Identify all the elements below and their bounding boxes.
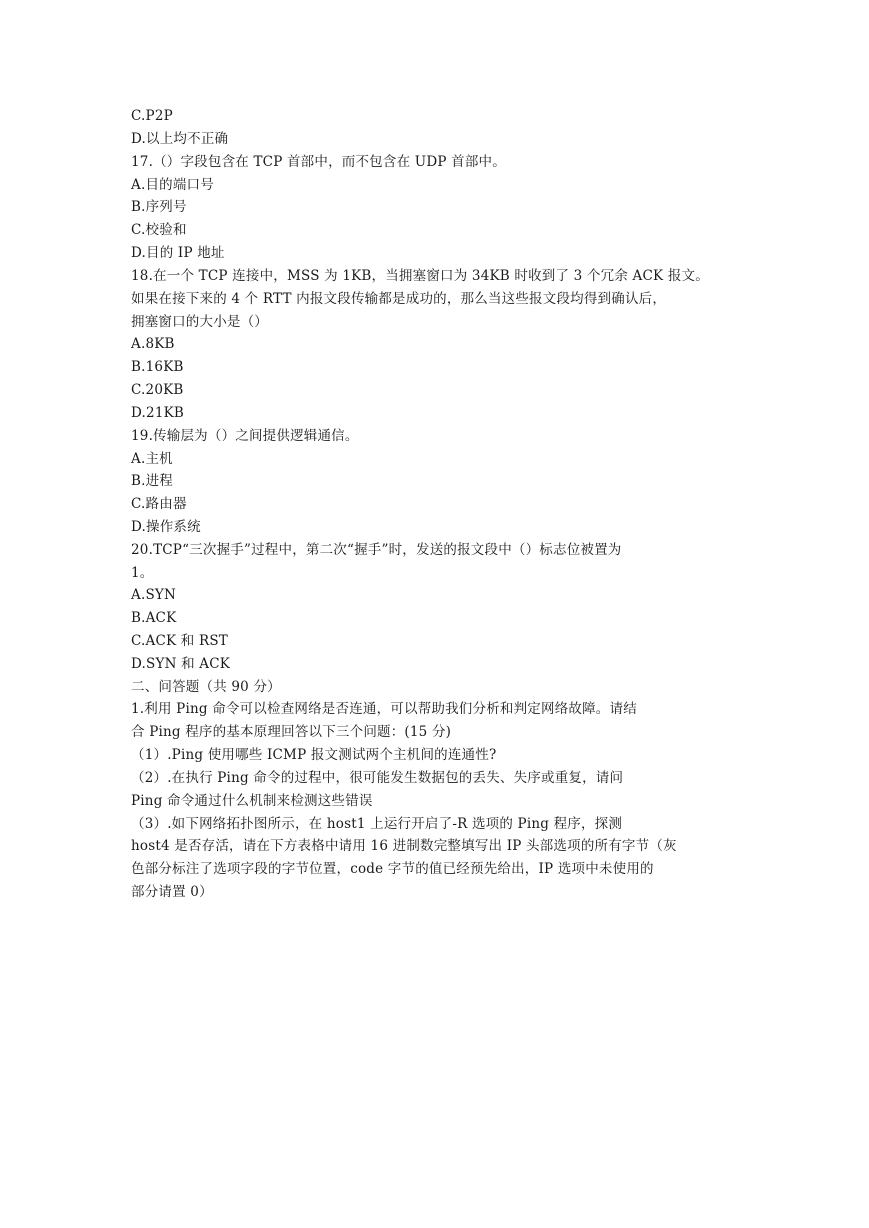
text-line: 合 Ping 程序的基本原理回答以下三个问题：(15 分) bbox=[131, 724, 452, 740]
text-line: （2）.在执行 Ping 命令的过程中，很可能发生数据包的丢失、失序或重复，请问 bbox=[131, 770, 624, 786]
text-line: B.序列号 bbox=[131, 199, 187, 215]
text-line: 如果在接下来的 4 个 RTT 内报文段传输都是成功的，那么当这些报文段均得到确认后， bbox=[131, 291, 667, 307]
text-line: A.目的端口号 bbox=[131, 177, 214, 193]
question-18: 18.在一个 TCP 连接中，MSS 为 1KB，当拥塞窗口为 34KB 时收到了 3 个冗余 ACK 报文。 bbox=[131, 268, 709, 284]
text-line: B.ACK bbox=[131, 610, 177, 626]
text-line: 拥塞窗口的大小是（） bbox=[131, 314, 268, 330]
text-line: D.21KB bbox=[131, 405, 185, 421]
text-line: （3）.如下网络拓扑图所示，在 host1 上运行开启了-R 选项的 Ping 程序，探测 bbox=[131, 816, 623, 832]
text-line: host4 是否存活，请在下方表格中请用 16 进制数完整填写出 IP 头部选项的所有字节（灰 bbox=[131, 838, 677, 854]
text-line: C.路由器 bbox=[131, 496, 187, 512]
text-line: A.SYN bbox=[131, 587, 177, 603]
text-line: D.以上均不正确 bbox=[131, 131, 229, 147]
text-line: 1。 bbox=[131, 565, 154, 581]
section-heading: 二、问答题（共 90 分） bbox=[131, 679, 281, 695]
text-line: D.SYN 和 ACK bbox=[131, 656, 231, 672]
text-line: B.16KB bbox=[131, 359, 184, 375]
text-line: 色部分标注了选项字段的字节位置，code 字节的值已经预先给出，IP 选项中未使用的 bbox=[131, 861, 654, 877]
text-line: C.校验和 bbox=[131, 222, 187, 238]
text-line: （1）.Ping 使用哪些 ICMP 报文测试两个主机间的连通性? bbox=[131, 747, 497, 763]
question-17: 17.（）字段包含在 TCP 首部中，而不包含在 UDP 首部中。 bbox=[131, 154, 506, 170]
text-line: C.P2P bbox=[131, 108, 173, 124]
text-line: A.主机 bbox=[131, 451, 173, 467]
text-line: C.ACK 和 RST bbox=[131, 633, 229, 649]
question-19: 19.传输层为（）之间提供逻辑通信。 bbox=[131, 428, 359, 444]
text-line: Ping 命令通过什么机制来检测这些错误 bbox=[131, 793, 373, 809]
text-line: D.操作系统 bbox=[131, 519, 201, 535]
text-line: B.进程 bbox=[131, 473, 174, 489]
text-line: D.目的 IP 地址 bbox=[131, 245, 225, 261]
question-20: 20.TCP“三次握手”过程中，第二次“握手”时，发送的报文段中（）标志位被置为 bbox=[131, 542, 622, 558]
text-line: 部分请置 0） bbox=[131, 884, 213, 900]
text-line: C.20KB bbox=[131, 382, 184, 398]
text-line: A.8KB bbox=[131, 336, 175, 352]
question-qa-1: 1.利用 Ping 命令可以检查网络是否连通，可以帮助我们分析和判定网络故障。请结 bbox=[131, 701, 637, 717]
